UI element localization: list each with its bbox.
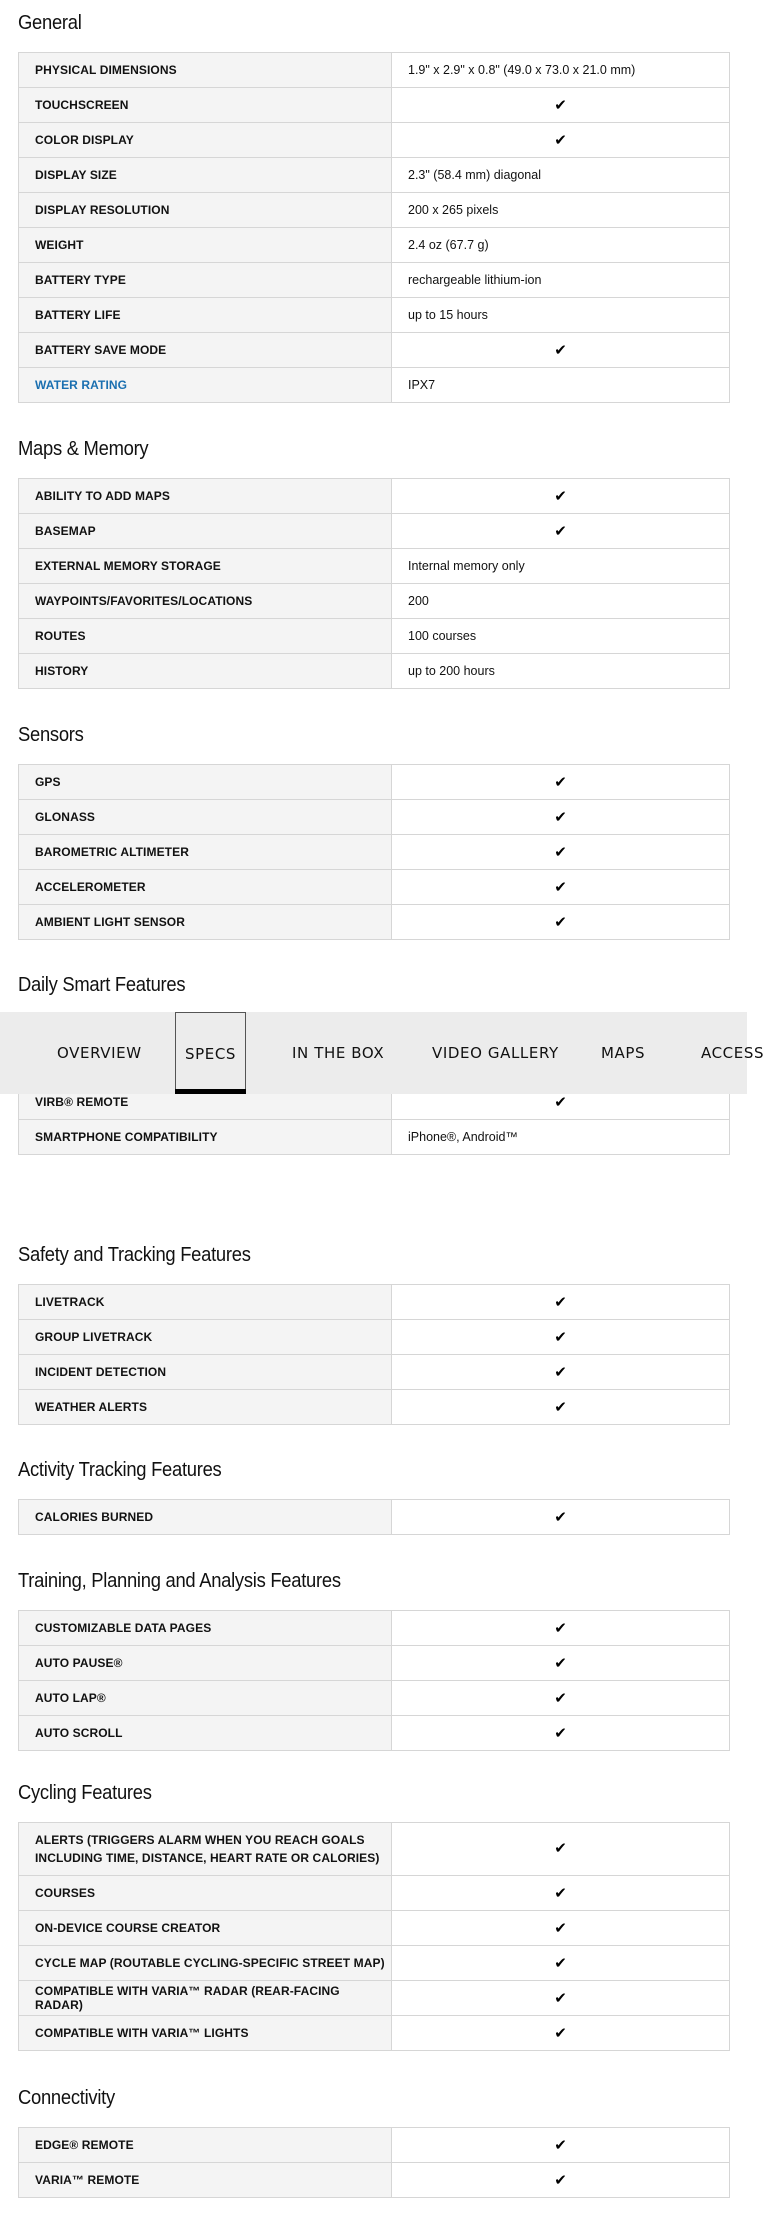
section-title: Daily Smart Features xyxy=(18,974,186,996)
spec-value xyxy=(392,870,730,905)
spec-row xyxy=(19,263,730,298)
spec-label: AUTO PAUSE® xyxy=(19,1646,392,1681)
spec-label: AUTO SCROLL xyxy=(19,1716,392,1751)
spec-row xyxy=(19,905,730,940)
spec-section xyxy=(18,720,730,931)
spec-table xyxy=(18,1610,730,1751)
spec-label: PHYSICAL DIMENSIONS xyxy=(19,53,392,88)
spec-value xyxy=(392,1646,730,1681)
spec-row xyxy=(19,1911,730,1946)
spec-row xyxy=(19,158,730,193)
checkmark-icon: ✔ xyxy=(554,1398,567,1416)
spec-label: COLOR DISPLAY xyxy=(19,123,392,158)
section-title: Sensors xyxy=(18,724,84,746)
spec-value: up to 200 hours xyxy=(392,654,730,689)
spec-label: BAROMETRIC ALTIMETER xyxy=(19,835,392,870)
spec-label: WAYPOINTS/FAVORITES/LOCATIONS xyxy=(19,584,392,619)
tab-in-the-box[interactable]: IN THE BOX xyxy=(292,1044,385,1062)
tab-accessories[interactable]: ACCESS xyxy=(701,1044,764,1062)
spec-section xyxy=(18,2083,730,2189)
spec-value: 200 xyxy=(392,584,730,619)
spec-label: BATTERY TYPE xyxy=(19,263,392,298)
spec-row xyxy=(19,1946,730,1981)
checkmark-icon: ✔ xyxy=(554,1724,567,1742)
spec-value xyxy=(392,2128,730,2163)
spec-label: HISTORY xyxy=(19,654,392,689)
spec-row xyxy=(19,1285,730,1320)
spec-row xyxy=(19,1611,730,1646)
spec-row xyxy=(19,298,730,333)
spec-row xyxy=(19,619,730,654)
spec-row xyxy=(19,549,730,584)
spec-row xyxy=(19,1981,730,2016)
spec-value xyxy=(392,800,730,835)
spec-row xyxy=(19,1823,730,1876)
spec-label: INCIDENT DETECTION xyxy=(19,1355,392,1390)
checkmark-icon: ✔ xyxy=(554,1989,567,2007)
section-title: Connectivity xyxy=(18,2087,115,2109)
checkmark-icon: ✔ xyxy=(554,913,567,931)
spec-label: SMARTPHONE COMPATIBILITY xyxy=(19,1120,392,1155)
spec-value xyxy=(392,123,730,158)
spec-label: ACCELEROMETER xyxy=(19,870,392,905)
spec-row xyxy=(19,870,730,905)
checkmark-icon: ✔ xyxy=(554,773,567,791)
spec-label: CUSTOMIZABLE DATA PAGES xyxy=(19,1611,392,1646)
spec-row xyxy=(19,1120,730,1155)
spec-value xyxy=(392,905,730,940)
spec-label: COURSES xyxy=(19,1876,392,1911)
spec-row xyxy=(19,800,730,835)
spec-label: LIVETRACK xyxy=(19,1285,392,1320)
checkmark-icon: ✔ xyxy=(554,1884,567,1902)
spec-value xyxy=(392,514,730,549)
spec-label: TOUCHSCREEN xyxy=(19,88,392,123)
spec-value xyxy=(392,1390,730,1425)
checkmark-icon: ✔ xyxy=(554,1363,567,1381)
spec-row xyxy=(19,193,730,228)
checkmark-icon: ✔ xyxy=(554,1919,567,1937)
checkmark-icon: ✔ xyxy=(554,1293,567,1311)
spec-row xyxy=(19,2128,730,2163)
checkmark-icon: ✔ xyxy=(554,487,567,505)
spec-table xyxy=(18,1284,730,1425)
spec-table xyxy=(18,52,730,403)
spec-value xyxy=(392,1355,730,1390)
spec-label: CYCLE MAP (ROUTABLE CYCLING-SPECIFIC STREET MAP) xyxy=(19,1946,392,1981)
spec-table xyxy=(18,1822,730,2051)
spec-label: DISPLAY RESOLUTION xyxy=(19,193,392,228)
spec-label: VIRB® REMOTE xyxy=(19,1085,392,1120)
spec-value: Internal memory only xyxy=(392,549,730,584)
spec-row xyxy=(19,1716,730,1751)
spec-label: VARIA™ REMOTE xyxy=(19,2163,392,2198)
spec-value xyxy=(392,2163,730,2198)
spec-value xyxy=(392,1320,730,1355)
spec-value xyxy=(392,1500,730,1535)
spec-value xyxy=(392,333,730,368)
section-title: Training, Planning and Analysis Features xyxy=(18,1570,341,1592)
spec-section xyxy=(18,1778,730,2042)
checkmark-icon: ✔ xyxy=(554,1840,567,1857)
spec-row xyxy=(19,654,730,689)
spec-section xyxy=(18,1455,730,1526)
spec-row xyxy=(19,2016,730,2051)
spec-section xyxy=(18,1566,730,1742)
spec-table xyxy=(18,1499,730,1535)
section-title: Cycling Features xyxy=(18,1782,152,1804)
spec-section xyxy=(18,1240,730,1416)
spec-table xyxy=(18,478,730,689)
spec-value xyxy=(392,1611,730,1646)
checkmark-icon: ✔ xyxy=(554,96,567,114)
checkmark-icon: ✔ xyxy=(554,1328,567,1346)
spec-label: COMPATIBLE WITH VARIA™ LIGHTS xyxy=(19,2016,392,2051)
spec-label: GPS xyxy=(19,765,392,800)
spec-row xyxy=(19,1320,730,1355)
spec-value: 2.3" (58.4 mm) diagonal xyxy=(392,158,730,193)
spec-label: GLONASS xyxy=(19,800,392,835)
checkmark-icon: ✔ xyxy=(554,2024,567,2042)
tab-video-gallery[interactable]: VIDEO GALLERY xyxy=(432,1044,559,1062)
spec-row xyxy=(19,368,730,403)
spec-value xyxy=(392,1981,730,2016)
spec-row xyxy=(19,333,730,368)
spec-row xyxy=(19,1390,730,1425)
spec-value xyxy=(392,2016,730,2051)
checkmark-icon: ✔ xyxy=(554,341,567,359)
spec-row xyxy=(19,1681,730,1716)
spec-value xyxy=(392,1681,730,1716)
spec-row xyxy=(19,88,730,123)
spec-label: ON-DEVICE COURSE CREATOR xyxy=(19,1911,392,1946)
tab-maps[interactable]: MAPS xyxy=(601,1044,646,1062)
spec-value: rechargeable lithium-ion xyxy=(392,263,730,298)
spec-value: 1.9" x 2.9" x 0.8" (49.0 x 73.0 x 21.0 mm) xyxy=(392,53,730,88)
spec-row xyxy=(19,584,730,619)
spec-row xyxy=(19,1876,730,1911)
spec-label-link[interactable]: WATER RATING xyxy=(19,368,392,403)
spec-label: DISPLAY SIZE xyxy=(19,158,392,193)
spec-value: up to 15 hours xyxy=(392,298,730,333)
spec-label: WEATHER ALERTS xyxy=(19,1390,392,1425)
section-title: General xyxy=(18,12,82,34)
checkmark-icon: ✔ xyxy=(554,131,567,149)
checkmark-icon: ✔ xyxy=(554,522,567,540)
checkmark-icon: ✔ xyxy=(554,2171,567,2189)
spec-row xyxy=(19,228,730,263)
spec-value xyxy=(392,1876,730,1911)
spec-value xyxy=(392,1823,730,1876)
spec-row xyxy=(19,123,730,158)
spec-value xyxy=(392,1285,730,1320)
spec-value xyxy=(392,88,730,123)
spec-label: GROUP LIVETRACK xyxy=(19,1320,392,1355)
spec-table xyxy=(18,2127,730,2198)
tab-specs[interactable]: SPECS xyxy=(175,1012,246,1094)
checkmark-icon: ✔ xyxy=(554,1689,567,1707)
spec-value: iPhone®, Android™ xyxy=(392,1120,730,1155)
spec-label: ALERTS (TRIGGERS ALARM WHEN YOU REACH GOALS INCLUDING TIME, DISTANCE, HEART RATE OR CALORIES) xyxy=(19,1823,392,1876)
spec-label: CALORIES BURNED xyxy=(19,1500,392,1535)
checkmark-icon: ✔ xyxy=(554,1954,567,1972)
spec-row xyxy=(19,1355,730,1390)
spec-label: COMPATIBLE WITH VARIA™ RADAR (REAR-FACING RADAR) xyxy=(19,1981,392,2016)
spec-value: 200 x 265 pixels xyxy=(392,193,730,228)
spec-label: AMBIENT LIGHT SENSOR xyxy=(19,905,392,940)
tab-overview[interactable]: OVERVIEW xyxy=(57,1044,142,1062)
spec-row xyxy=(19,479,730,514)
spec-value xyxy=(392,1911,730,1946)
spec-section xyxy=(18,434,730,678)
checkmark-icon: ✔ xyxy=(554,1508,567,1526)
section-title: Activity Tracking Features xyxy=(18,1459,222,1481)
spec-row xyxy=(19,2163,730,2198)
spec-label: BATTERY LIFE xyxy=(19,298,392,333)
checkmark-icon: ✔ xyxy=(554,2136,567,2154)
spec-value xyxy=(392,765,730,800)
tab-bar xyxy=(0,1012,764,1094)
spec-row xyxy=(19,1646,730,1681)
spec-row xyxy=(19,53,730,88)
checkmark-icon: ✔ xyxy=(554,843,567,861)
spec-table xyxy=(18,764,730,940)
spec-value xyxy=(392,835,730,870)
spec-label: AUTO LAP® xyxy=(19,1681,392,1716)
spec-value xyxy=(392,1946,730,1981)
spec-label: EDGE® REMOTE xyxy=(19,2128,392,2163)
spec-row xyxy=(19,1500,730,1535)
checkmark-icon: ✔ xyxy=(554,1654,567,1672)
spec-label: BATTERY SAVE MODE xyxy=(19,333,392,368)
checkmark-icon: ✔ xyxy=(554,1619,567,1637)
checkmark-icon: ✔ xyxy=(554,878,567,896)
checkmark-icon: ✔ xyxy=(554,1093,567,1111)
spec-value xyxy=(392,479,730,514)
spec-section xyxy=(18,8,730,392)
spec-row xyxy=(19,835,730,870)
spec-label: ABILITY TO ADD MAPS xyxy=(19,479,392,514)
spec-label: EXTERNAL MEMORY STORAGE xyxy=(19,549,392,584)
spec-row xyxy=(19,765,730,800)
spec-value: IPX7 xyxy=(392,368,730,403)
section-title: Safety and Tracking Features xyxy=(18,1244,251,1266)
spec-row xyxy=(19,514,730,549)
spec-value: 100 courses xyxy=(392,619,730,654)
spec-value: 2.4 oz (67.7 g) xyxy=(392,228,730,263)
spec-label: BASEMAP xyxy=(19,514,392,549)
section-title: Maps & Memory xyxy=(18,438,149,460)
checkmark-icon: ✔ xyxy=(554,808,567,826)
spec-label: WEIGHT xyxy=(19,228,392,263)
spec-value xyxy=(392,1716,730,1751)
spec-label: ROUTES xyxy=(19,619,392,654)
